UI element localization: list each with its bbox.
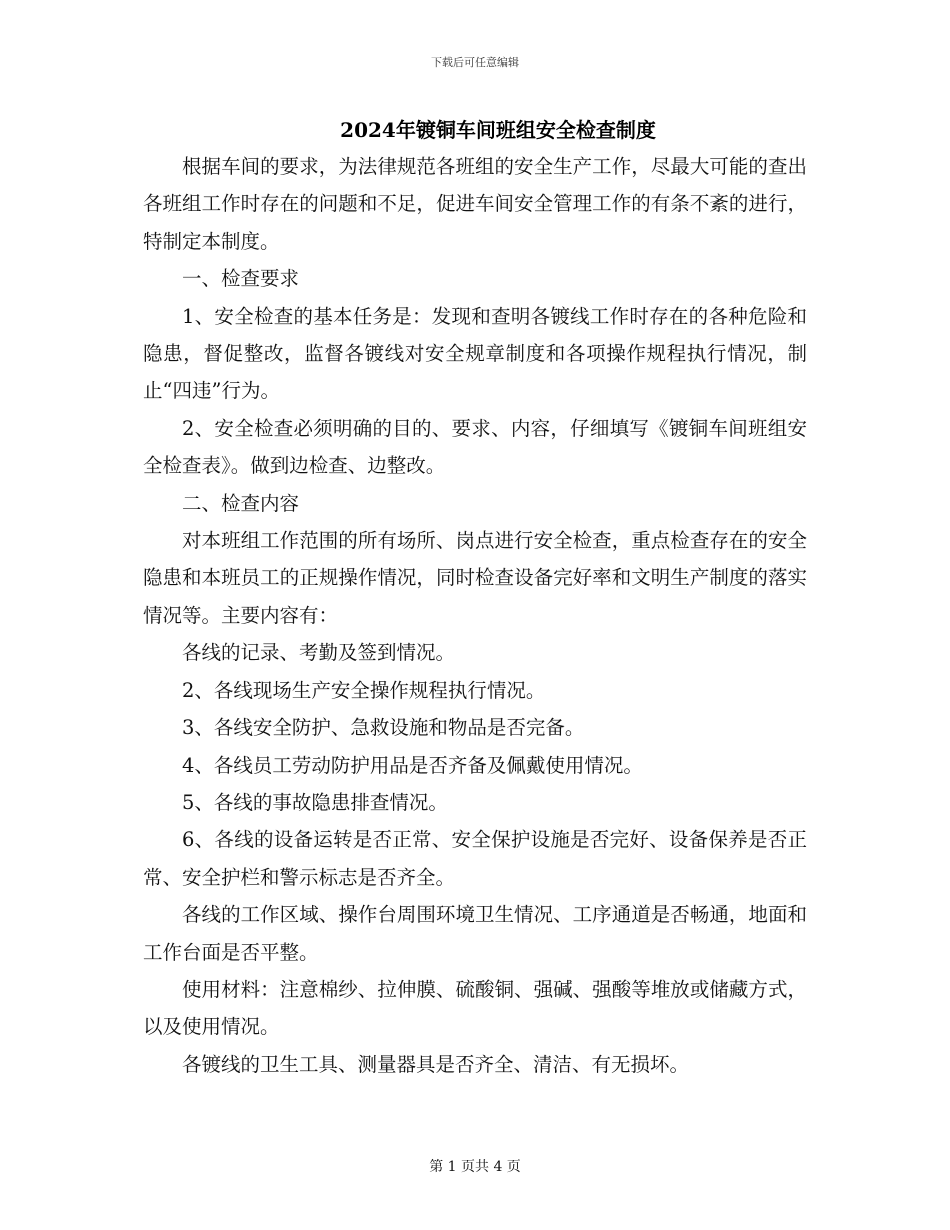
list-item: 2、各线现场生产安全操作规程执行情况。 (182, 678, 546, 702)
list-item: 各镀线的卫生工具、测量器具是否齐全、清洁、有无损坏。 (182, 1052, 690, 1076)
paragraph-requirement-2: 2、安全检查必须明确的目的、要求、内容，仔细填写《镀铜车间班组安全检查表》。做到边检查、边整改。 (143, 416, 807, 478)
list-item: 3、各线安全防护、急救设施和物品是否完备。 (182, 716, 585, 740)
list-item: 各线的记录、考勤及签到情况。 (182, 641, 456, 665)
list-item: 各线的工作区域、操作台周围环境卫生情况、工序通道是否畅通，地面和工作台面是否平整。 (143, 903, 807, 964)
document-body (143, 148, 807, 1083)
document-title: 2024年镀铜车间班组安全检查制度 (340, 118, 656, 142)
paragraph-intro: 根据车间的要求，为法律规范各班组的安全生产工作，尽最大可能的查出各班组工作时存在的问题和不足，促进车间安全管理工作的有条不紊的进行，特制定本制度。 (143, 155, 807, 253)
list-item: 4、各线员工劳动防护用品是否齐备及佩戴使用情况。 (182, 753, 643, 777)
section-heading-contents: 二、检查内容 (182, 491, 300, 515)
list-item: 6、各线的设备运转是否正常、安全保护设施是否完好、设备保养是否正常、安全护栏和警示标志是否齐全。 (143, 828, 807, 889)
paragraph-contents-intro: 对本班组工作范围的所有场所、岗点进行安全检查，重点检查存在的安全隐患和本班员工的正规操作情况，同时检查设备完好率和文明生产制度的落实情况等。主要内容有： (143, 529, 807, 627)
paragraph-requirement-1: 1、安全检查的基本任务是：发现和查明各镀线工作时存在的各种危险和隐患，督促整改，监督各镀线对安全规章制度和各项操作规程执行情况，制止“四违”行为。 (143, 304, 807, 403)
list-item: 5、各线的事故隐患排查情况。 (182, 790, 448, 814)
list-item: 使用材料：注意棉纱、拉伸膜、硫酸铜、强碱、强酸等堆放或储藏方式，以及使用情况。 (143, 977, 807, 1039)
header-note: 下载后可任意编辑 (431, 56, 519, 69)
page-indicator: 第 1 页共 4 页 (429, 1159, 521, 1175)
section-heading-requirements: 一、检查要求 (182, 267, 300, 291)
